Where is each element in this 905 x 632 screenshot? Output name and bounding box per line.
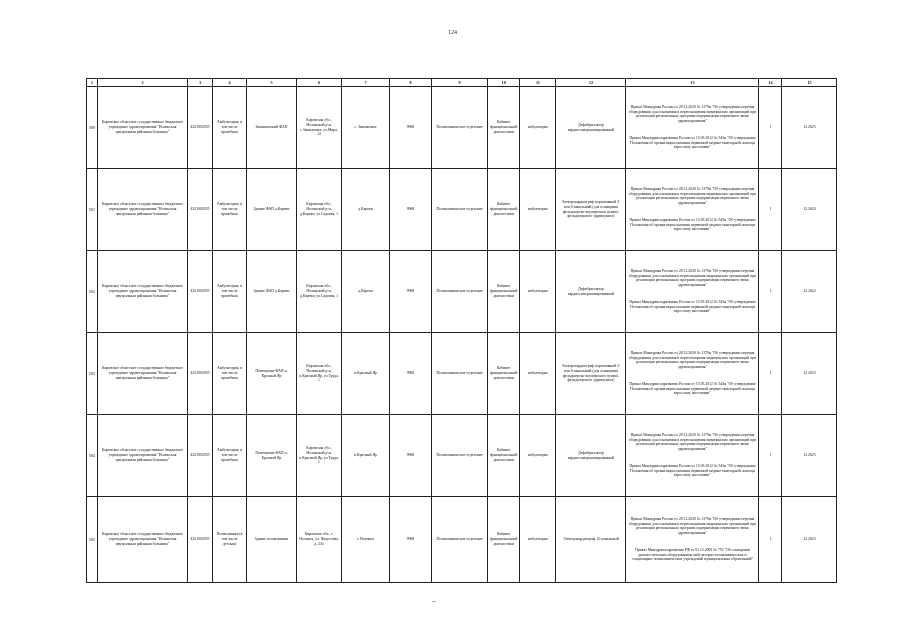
cabinet: Кабинет функциональной диагностики (488, 87, 520, 169)
legal-basis-paragraph: Приказ Минздрава России от 28.12.2020 № 1379н "Об утверждении перечня оборудования для оснащения и переоснащения медицинских организаций при реализации региональных программ модернизации первичного звена здравоохранения" (628, 516, 757, 536)
structural-unit: Здание ФАП д.Кареки (247, 251, 297, 333)
cabinet: Кабинет функциональной диагностики (488, 333, 520, 415)
column-header: 15 (782, 79, 837, 87)
inn: 4321002055 (188, 251, 213, 333)
column-number-row (87, 79, 837, 87)
column-header: 10 (488, 79, 520, 87)
cabinet: Кабинет функциональной диагностики (488, 251, 520, 333)
table-row (87, 415, 837, 497)
inn: 4321002055 (188, 169, 213, 251)
legal-basis-paragraph: Приказ Минздрава России от 28.12.2020 № 1379н "Об утверждении перечня оборудования для оснащения и переоснащения медицинских организаций при реализации региональных программ модернизации первичного звена здравоохранения" (628, 186, 757, 206)
code: 9968 (390, 87, 432, 169)
code: 9968 (390, 415, 432, 497)
column-header: 8 (390, 79, 432, 87)
facility-type: Амбулатория, в том числе врачебная (213, 87, 247, 169)
inn: 4321002055 (188, 415, 213, 497)
legal-basis-paragraph: Приказ Минздравсоцразвития России от 15.05.2012 № 543н "Об утверждении Положения об организации оказания первичной медико-санитарной помощи взрослому населению" (629, 463, 756, 478)
planned-date: 12.2023 (782, 333, 837, 415)
organization-name: Кировское областное государственное бюджетное учреждение здравоохранения "Нолинская центральная районная больница" (98, 87, 188, 169)
facility-type: Поликлиника (в том числе детская) (213, 497, 247, 583)
column-header: 12 (556, 79, 626, 87)
settlement: г. Нолинск (342, 497, 390, 583)
care-condition: амбулаторно (520, 333, 556, 415)
address: Кировская обл., Нолинский р-н, с.Зашижемье, ул.Мира, 12 (297, 87, 342, 169)
care-condition: амбулаторно (520, 497, 556, 583)
planned-date: 12.2025 (782, 415, 837, 497)
organization-name: Кировское областное государственное бюджетное учреждение здравоохранения "Нолинская центральная районная больница" (98, 497, 188, 583)
legal-basis (626, 251, 759, 333)
code: 9968 (390, 497, 432, 583)
structural-unit: Зашижемский ФАП (247, 87, 297, 169)
quantity: 1 (759, 497, 782, 583)
department: Поликлиническое отделение (432, 251, 488, 333)
legal-basis (626, 169, 759, 251)
care-condition: амбулаторно (520, 415, 556, 497)
legal-basis-paragraph: Приказ Минздравсоцразвития России от 15.05.2012 № 543н "Об утверждении Положения об организации оказания первичной медико-санитарной помощи взрослому населению" (629, 381, 756, 396)
column-header: 11 (520, 79, 556, 87)
quantity: 1 (759, 251, 782, 333)
legal-basis-paragraph: Приказ Минздравсоцразвития РФ от 01.12.2005 № 753 "Об оснащении диагностическим оборудованием амбулаторно-поликлинических и стационарно-поликлинических учреждений муниципальных образований" (631, 547, 754, 562)
inn: 4321002055 (188, 87, 213, 169)
cabinet: Кабинет функциональной диагностики (488, 415, 520, 497)
code: 9968 (390, 251, 432, 333)
legal-basis (626, 87, 759, 169)
quantity: 1 (759, 169, 782, 251)
facility-type: Амбулатория, в том числе врачебная (213, 169, 247, 251)
column-header: 5 (247, 79, 297, 87)
care-condition: амбулаторно (520, 169, 556, 251)
legal-basis-paragraph: Приказ Минздравсоцразвития России от 15.05.2012 № 543н "Об утверждении Положения об организации оказания первичной медико-санитарной помощи взрослому населению" (629, 299, 756, 314)
page-number: 124 (448, 30, 457, 36)
equipment-name: Дефибриллятор кардиосинхронизированный (556, 415, 626, 497)
table-row (87, 169, 837, 251)
legal-basis-paragraph: Приказ Минздрава России от 28.12.2020 № 1379н "Об утверждении перечня оборудования для оснащения и переоснащения медицинских организаций при реализации региональных программ модернизации первичного звена здравоохранения" (628, 350, 757, 370)
inn: 4321002055 (188, 333, 213, 415)
address: Кировская обл., Нолинский р-н, д.Кареки, ул.Садовая, 1 (297, 169, 342, 251)
column-header: 4 (213, 79, 247, 87)
facility-type: Амбулатория, в том числе врачебная (213, 415, 247, 497)
settlement: п.Красный Яр (342, 333, 390, 415)
quantity: 1 (759, 333, 782, 415)
code: 9968 (390, 169, 432, 251)
equipment-name: Электрокардиограф портативный 3- или 6-канальный (для оснащения фельдшерско-акушерского пункта, фельдшерского здравпункта) (556, 333, 626, 415)
settlement: п.Красный Яр (342, 415, 390, 497)
table-row (87, 333, 837, 415)
row-number: 504 (87, 415, 98, 497)
planned-date: 12.2025 (782, 87, 837, 169)
equipment-name: Дефибриллятор кардиосинхронизированный (556, 251, 626, 333)
address: Кировская обл., г. Нолинск, ул. Федосеева, д. 23а (297, 497, 342, 583)
planned-date: 12.2024 (782, 169, 837, 251)
department: Поликлиническое отделение (432, 415, 488, 497)
table-row (87, 87, 837, 169)
organization-name: Кировское областное государственное бюджетное учреждение здравоохранения "Нолинская центральная районная больница" (98, 169, 188, 251)
legal-basis-paragraph: Приказ Минздрава России от 28.12.2020 № 1379н "Об утверждении перечня оборудования для оснащения и переоснащения медицинских организаций при реализации региональных программ модернизации первичного звена здравоохранения" (628, 104, 757, 124)
department: Поликлиническое отделение (432, 169, 488, 251)
address: Кировская обл., Нолинский р-н, п.Красный Яр, ул.Труда, 1 (297, 333, 342, 415)
legal-basis (626, 415, 759, 497)
cabinet: Кабинет функциональной диагностики (488, 169, 520, 251)
planned-date: 12.2023 (782, 497, 837, 583)
table-row (87, 497, 837, 583)
column-header: 14 (759, 79, 782, 87)
facility-type: Амбулатория, в том числе врачебная (213, 251, 247, 333)
settlement: д.Кареки (342, 169, 390, 251)
legal-basis-paragraph: Приказ Минздравсоцразвития России от 15.05.2012 № 543н "Об утверждении Положения об организации оказания первичной медико-санитарной помощи взрослому населению" (629, 135, 756, 150)
department: Поликлиническое отделение (432, 87, 488, 169)
legal-basis-paragraph: Приказ Минздрава России от 28.12.2020 № 1379н "Об утверждении перечня оборудования для оснащения и переоснащения медицинских организаций при реализации региональных программ модернизации первичного звена здравоохранения" (628, 432, 757, 452)
row-number: 503 (87, 333, 98, 415)
code: 9968 (390, 333, 432, 415)
inn: 4321002055 (188, 497, 213, 583)
quantity: 1 (759, 87, 782, 169)
row-number: 500 (87, 87, 98, 169)
column-header: 1 (87, 79, 98, 87)
row-number: 502 (87, 251, 98, 333)
department: Поликлиническое отделение (432, 333, 488, 415)
organization-name: Кировское областное государственное бюджетное учреждение здравоохранения "Нолинская центральная районная больница" (98, 333, 188, 415)
scan-mark (432, 601, 436, 602)
column-header: 9 (432, 79, 488, 87)
row-number: 505 (87, 497, 98, 583)
legal-basis (626, 497, 759, 583)
legal-basis-paragraph: Приказ Минздрава России от 28.12.2020 № 1379н "Об утверждении перечня оборудования для оснащения и переоснащения медицинских организаций при реализации региональных программ модернизации первичного звена здравоохранения" (628, 268, 757, 288)
care-condition: амбулаторно (520, 251, 556, 333)
organization-name: Кировское областное государственное бюджетное учреждение здравоохранения "Нолинская центральная районная больница" (98, 415, 188, 497)
row-number: 501 (87, 169, 98, 251)
care-condition: амбулаторно (520, 87, 556, 169)
column-header: 7 (342, 79, 390, 87)
equipment-name: Дефибриллятор кардиосинхронизированный (556, 87, 626, 169)
address: Кировская обл., Нолинский р-н, п.Красный Яр, ул.Труда, 1 (297, 415, 342, 497)
cabinet: Кабинет функциональной диагностики (488, 497, 520, 583)
equipment-register-table (86, 78, 837, 583)
table-row (87, 251, 837, 333)
organization-name: Кировское областное государственное бюджетное учреждение здравоохранения "Нолинская центральная районная больница" (98, 251, 188, 333)
structural-unit: Помещение ФАП п. Красный Яр (247, 415, 297, 497)
planned-date: 12.2022 (782, 251, 837, 333)
department: Поликлиническое отделение (432, 497, 488, 583)
legal-basis (626, 333, 759, 415)
column-header: 2 (98, 79, 188, 87)
legal-basis-paragraph: Приказ Минздравсоцразвития России от 15.05.2012 № 543н "Об утверждении Положения об организации оказания первичной медико-санитарной помощи взрослому населению" (629, 217, 756, 232)
settlement: д.Кареки (342, 251, 390, 333)
column-header: 6 (297, 79, 342, 87)
facility-type: Амбулатория, в том числе врачебная (213, 333, 247, 415)
settlement: с. Зашижемье (342, 87, 390, 169)
equipment-name: Электрокардиограф 12-канальный (556, 497, 626, 583)
structural-unit: Помещение ФАП п. Красный Яр (247, 333, 297, 415)
column-header: 13 (626, 79, 759, 87)
quantity: 1 (759, 415, 782, 497)
address: Кировская обл., Нолинский р-н, д.Кареки, ул.Садовая, 1 (297, 251, 342, 333)
equipment-name: Электрокардиограф портативный 3- или 6-канальный (для оснащения фельдшерско-акушерского пункта, фельдшерского здравпункта) (556, 169, 626, 251)
column-header: 3 (188, 79, 213, 87)
structural-unit: Здание поликлиники (247, 497, 297, 583)
structural-unit: Здание ФАП д.Кареки (247, 169, 297, 251)
